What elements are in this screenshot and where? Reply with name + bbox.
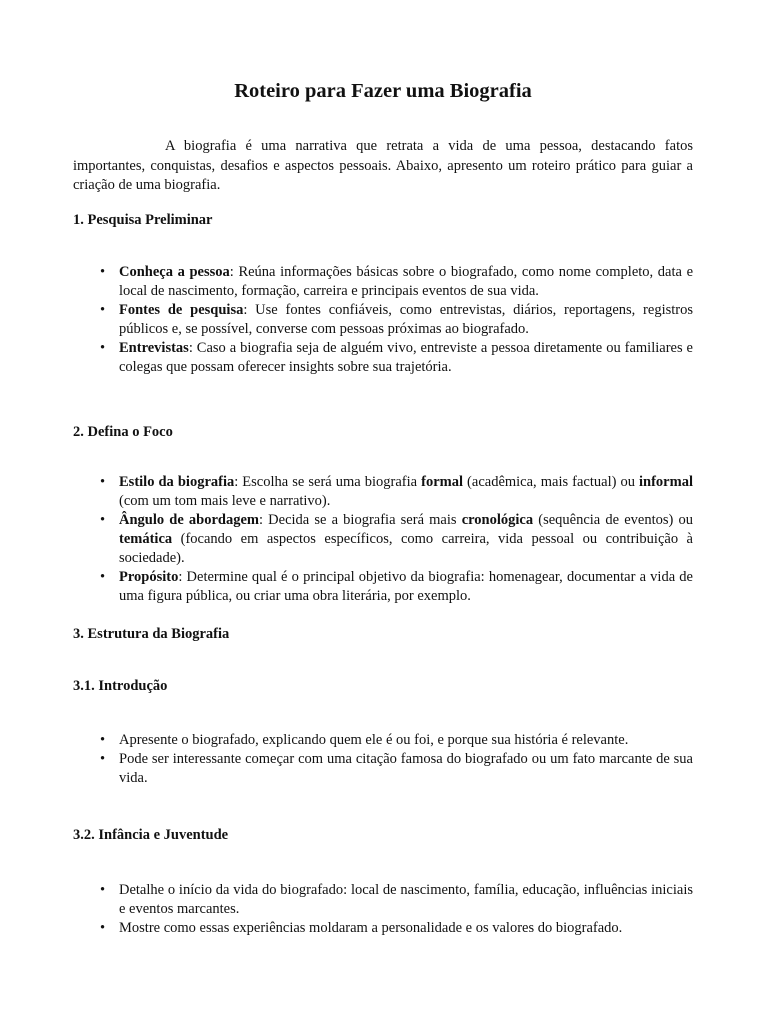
- section-heading-infancia: 3.2. Infância e Juventude: [73, 827, 229, 843]
- item-text: : Caso a biografia seja de alguém vivo, entreviste a pessoa diretamente ou familiares e colegas que possam oferecer insights sobre sua trajetória.: [119, 340, 693, 375]
- item-text: (acadêmica, mais factual) ou: [463, 474, 640, 490]
- list-foco: [73, 473, 693, 606]
- document-title: Roteiro para Fazer uma Biografia: [234, 80, 532, 102]
- item-text: : Escolha se será uma biografia: [234, 474, 422, 490]
- item-emphasis: cronológica: [461, 512, 534, 528]
- list-introducao: [73, 731, 693, 788]
- list-item: • Apresente o biografado, explicando quem ele é ou foi, e porque sua história é relevante.: [73, 731, 693, 750]
- item-lead: Conheça a pessoa: [119, 264, 230, 280]
- item-emphasis: temática: [119, 531, 173, 547]
- intro-paragraph: A biografia é uma narrativa que retrata a vida de uma pessoa, destacando fatos importantes, conquistas, desafios e aspectos pessoais. Abaixo, apresento um roteiro prático para guiar a criação de uma biografia.: [73, 138, 693, 193]
- list-item: • Detalhe o início da vida do biografado: local de nascimento, família, educação, influências iniciais e eventos marcantes.: [73, 881, 693, 919]
- item-lead: Fontes de pesquisa: [119, 302, 244, 318]
- item-text: (sequência de eventos) ou: [533, 512, 693, 528]
- item-lead: Entrevistas: [119, 340, 189, 356]
- list-item: [73, 568, 693, 606]
- item-lead: Estilo da biografia: [119, 474, 235, 490]
- list-item: • Mostre como essas experiências moldaram a personalidade e os valores do biografado.: [73, 919, 693, 938]
- item-lead: Propósito: [119, 569, 179, 585]
- item-emphasis: formal: [421, 474, 464, 490]
- item-text: : Determine qual é o principal objetivo da biografia: homenagear, documentar a vida de uma figura pública, ou criar uma obra literária, por exemplo.: [119, 569, 693, 604]
- item-lead: Ângulo de abordagem: [119, 512, 259, 528]
- list-item: [73, 473, 693, 511]
- item-text: (focando em aspectos específicos, como carreira, vida pessoal ou contribuição à sociedade).: [119, 531, 693, 566]
- item-text: (com um tom mais leve e narrativo).: [119, 493, 331, 509]
- item-emphasis: informal: [639, 474, 693, 490]
- item-text: : Use fontes confiáveis, como entrevistas, diários, reportagens, registros públicos e, se possível, converse com pessoas próximas ao biografado.: [119, 302, 693, 337]
- item-text: : Decida se a biografia será mais: [259, 512, 462, 528]
- section-heading-foco: 2. Defina o Foco: [73, 424, 173, 440]
- list-item: [73, 511, 693, 568]
- section-heading-estrutura: 3. Estrutura da Biografia: [73, 626, 230, 642]
- list-item: [73, 339, 693, 377]
- list-item: [73, 263, 693, 301]
- list-item: [73, 301, 693, 339]
- list-item: • Pode ser interessante começar com uma citação famosa do biografado ou um fato marcante de sua vida.: [73, 750, 693, 788]
- section-heading-introducao: 3.1. Introdução: [73, 678, 168, 694]
- list-infancia: [73, 881, 693, 938]
- list-pesquisa: [73, 263, 693, 377]
- section-heading-pesquisa: 1. Pesquisa Preliminar: [73, 212, 213, 228]
- item-text: : Reúna informações básicas sobre o biografado, como nome completo, data e local de nascimento, formação, carreira e principais eventos de sua vida.: [119, 264, 694, 299]
